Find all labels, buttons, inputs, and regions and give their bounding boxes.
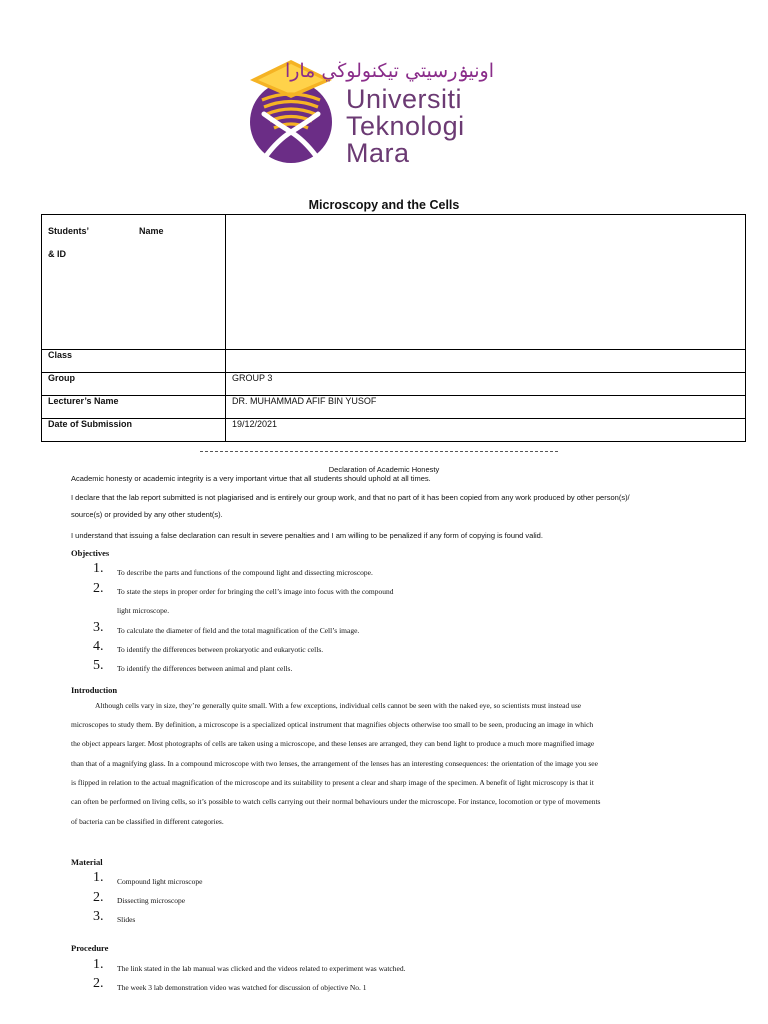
introduction-line: of bacteria can be classified in different categories.: [71, 817, 224, 826]
list-number: 1.: [93, 870, 104, 885]
list-item: Dissecting microscope: [117, 896, 186, 905]
introduction-line: than that of a magnifying glass. In a compound microscope with two lenses, the arrangement of the lenses has an interesting consequences: the orientation of the image you see: [71, 759, 598, 768]
table-row: [42, 350, 746, 373]
students-value[interactable]: [226, 215, 746, 350]
procedure-heading: Procedure: [71, 943, 109, 953]
name-label: Name: [139, 226, 164, 236]
university-logo: [248, 58, 498, 168]
list-item: To identify the differences between animal and plant cells.: [117, 664, 293, 673]
list-item: To calculate the diameter of field and the total magnification of the Cell’s image.: [117, 626, 360, 635]
list-number: 2.: [93, 890, 104, 905]
declaration-line: I understand that issuing a false declaration can result in severe penalties and I am willing to be penalized if any form of copying is found valid.: [71, 531, 543, 540]
students-label: Students’: [48, 226, 90, 236]
table-row: [42, 215, 746, 350]
introduction-line: microscopes to study them. By definition, a microscope is a specialized optical instrument that magnifies objects otherwise too small to be seen, producing an image in which: [71, 720, 594, 729]
list-item: To identify the differences between prokaryotic and eukaryotic cells.: [117, 645, 324, 654]
declaration-line: source(s) or provided by any other student(s).: [71, 510, 223, 519]
page-title: Microscopy and the Cells: [308, 198, 460, 212]
declaration-line: I declare that the lab report submitted is not plagiarised and is entirely our group work, and that no part of it has been copied from any work produced by other person(s)/: [71, 493, 630, 502]
list-number: 1.: [93, 561, 104, 576]
table-row: [42, 373, 746, 396]
class-value[interactable]: [226, 350, 746, 373]
list-number: 5.: [93, 658, 104, 673]
student-info-table: [41, 214, 746, 442]
list-item: Slides: [117, 915, 136, 924]
declaration-line: Academic honesty or academic integrity is a very important virtue that all students should uphold at all times.: [71, 474, 431, 483]
students-label-cell: [42, 215, 226, 350]
list-number: 2.: [93, 976, 104, 991]
declaration-title: Declaration of Academic Honesty: [328, 465, 440, 474]
group-value[interactable]: GROUP 3: [226, 373, 746, 396]
list-item: light microscope.: [117, 606, 170, 615]
introduction-line: Although cells vary in size, they’re generally quite small. With a few exceptions, individual cells cannot be seen with the naked eye, so scientists must instead use: [95, 701, 582, 710]
list-item: To state the steps in proper order for bringing the cell’s image into focus with the compound: [117, 587, 394, 596]
date-label: Date of Submission: [42, 419, 226, 442]
lecturer-value[interactable]: DR. MUHAMMAD AFIF BIN YUSOF: [226, 396, 746, 419]
dashed-divider: [200, 451, 558, 452]
introduction-line: can often be performed on living cells, so it’s possible to watch cells carrying out their normal behaviours under the microscope. For instance, locomotion or type of movements: [71, 797, 601, 806]
list-number: 3.: [93, 909, 104, 924]
class-label: Class: [42, 350, 226, 373]
id-label: & ID: [48, 249, 66, 259]
introduction-line: the object appears larger. Most photographs of cells are taken using a microscope, and these lenses are arranged, they can bend light to produce a much more magnified image: [71, 739, 595, 748]
group-label: Group: [42, 373, 226, 396]
table-row: [42, 396, 746, 419]
list-item: To describe the parts and functions of the compound light and dissecting microscope.: [117, 568, 373, 577]
logo-word-universiti: Universiti: [346, 84, 463, 114]
introduction-line: is flipped in relation to the actual magnification of the microscope and its suitability to present a clear and sharp image of the specimen. A benefit of light microscopy is that it: [71, 778, 594, 787]
introduction-heading: Introduction: [71, 685, 118, 695]
list-item: Compound light microscope: [117, 877, 203, 886]
list-number: 4.: [93, 639, 104, 654]
list-number: 2.: [93, 581, 104, 596]
material-heading: Material: [71, 857, 103, 867]
table-row: [42, 419, 746, 442]
date-value[interactable]: 19/12/2021: [226, 419, 746, 442]
list-item: The link stated in the lab manual was clicked and the videos related to experiment was watched.: [117, 964, 406, 973]
lecturer-label: Lecturer’s Name: [42, 396, 226, 419]
logo-word-teknologi: Teknologi: [346, 111, 465, 141]
logo-jawi-text: اونيۏرسيتي تيكنولوڬي مارا: [284, 60, 494, 82]
list-number: 3.: [93, 620, 104, 635]
list-number: 1.: [93, 957, 104, 972]
logo-word-mara: Mara: [346, 138, 410, 168]
objectives-heading: Objectives: [71, 548, 110, 558]
list-item: The week 3 lab demonstration video was watched for discussion of objective No. 1: [117, 983, 367, 992]
